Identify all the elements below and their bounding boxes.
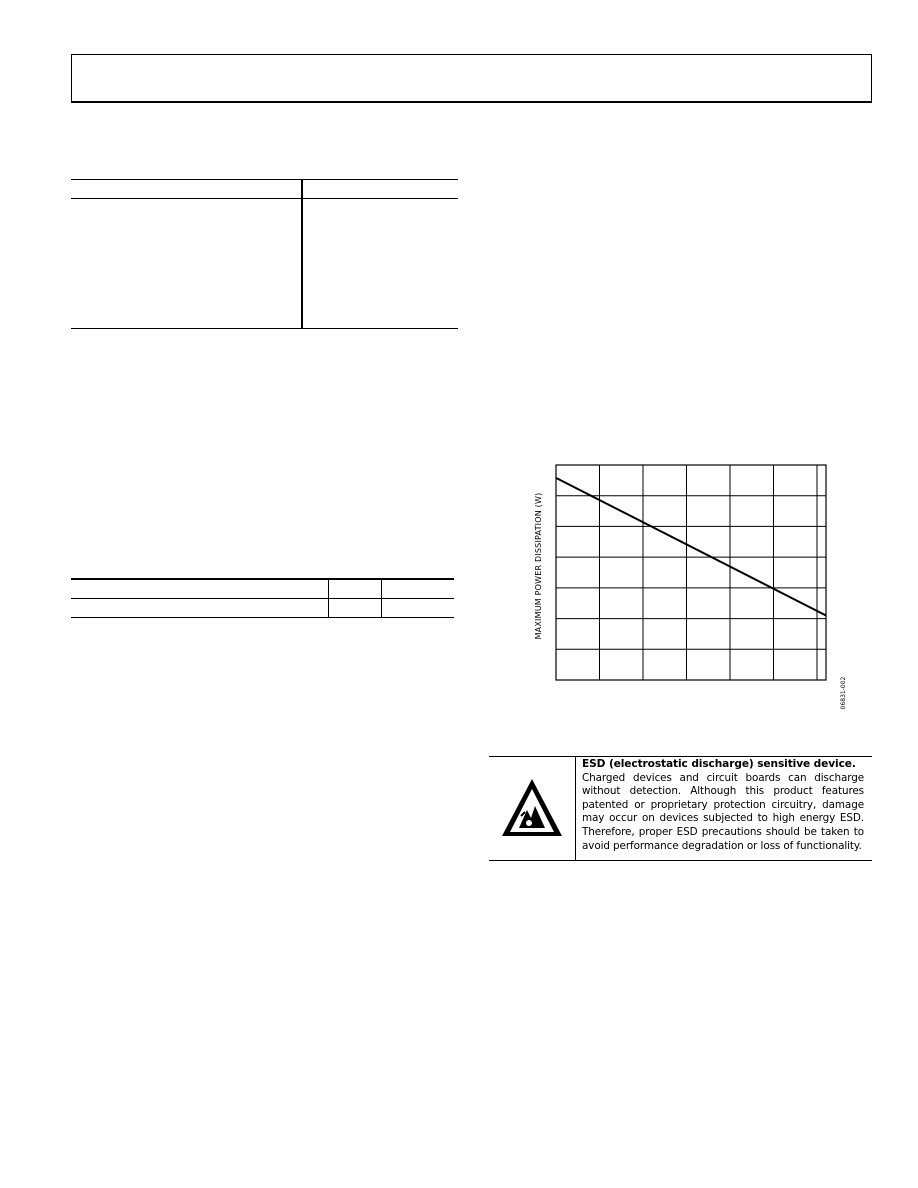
esd-warning-icon (499, 776, 565, 842)
table-header-rule (71, 598, 454, 599)
chart-plot-frame (556, 465, 826, 680)
table-header-rule (71, 198, 458, 199)
esd-bottom-rule (489, 860, 872, 861)
esd-heading: ESD (electrostatic discharge) sensitive device. (582, 758, 856, 770)
table-bottom-rule (71, 617, 454, 618)
table-column-divider (301, 179, 303, 329)
page-header-box (71, 54, 872, 103)
absolute-maximum-ratings-table (71, 179, 458, 330)
power-dissipation-chart (520, 460, 860, 715)
chart-series-line (556, 478, 826, 616)
chart-y-axis-label: MAXIMUM POWER DISSIPATION (W) (534, 492, 543, 640)
table-column-divider (381, 578, 382, 618)
table-bottom-rule (71, 328, 458, 329)
esd-text (582, 758, 864, 853)
chart-plot-svg (520, 460, 860, 715)
esd-body: Charged devices and circuit boards can discharge without detection. Although this product features patented or proprietary protection circuitry, damage may occur on devices subjected to high energy ESD. Therefore, proper ESD precautions should be taken to avoid performance degradation or loss of functionality. (582, 771, 864, 852)
esd-caution-box (489, 756, 872, 862)
esd-divider (575, 756, 576, 861)
thermal-resistance-table (71, 578, 454, 620)
figure-code: 06831-002 (840, 676, 847, 710)
table-top-rule (71, 179, 458, 180)
esd-top-rule (489, 756, 872, 757)
table-top-rule (71, 578, 454, 580)
table-column-divider (328, 578, 329, 618)
